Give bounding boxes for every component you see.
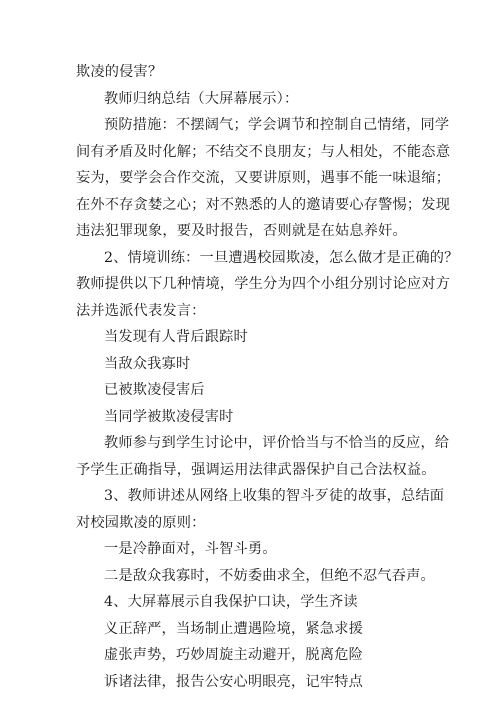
rhyme-line-2: 虚张声势，巧妙周旋主动避开，脱离危险 xyxy=(104,647,363,663)
text-line-8: 2、情境训练：一旦遭遇校园欺凌，怎么做才是正确的？ xyxy=(104,249,459,266)
text-line-10: 法并选派代表发言： xyxy=(76,302,206,319)
text-line-9: 教师提供以下几种情境，学生分为四个小组分别讨论应对方 xyxy=(76,276,451,292)
text-line-2: 教师归纳总结（大屏幕展示）： xyxy=(104,90,299,107)
text-line-16: 予学生正确指导，强调运用法律武器保护自己合法权益。 xyxy=(76,461,436,478)
principle-item-2: 二是敌众我寡时，不妨委曲求全，但绝不忍气吞声。 xyxy=(104,567,435,584)
text-line-6: 在外不存贪婪之心；对不熟悉的人的邀请要心存警惕；发现 xyxy=(76,196,451,213)
rhyme-line-1: 义正辞严，当场制止遭遇险境，紧急求援 xyxy=(104,620,363,637)
text-line-17: 3、教师讲述从网络上收集的智斗歹徒的故事，总结面 xyxy=(104,488,445,504)
text-line-15: 教师参与到学生讨论中，评价恰当与不恰当的反应，给 xyxy=(104,435,450,451)
rhyme-line-3: 诉诸法律，报告公安心明眼亮，记牢特点 xyxy=(104,673,363,690)
text-line-4: 间有矛盾及时化解；不结交不良朋友；与人相处，不能态意 xyxy=(76,143,451,160)
text-line-18: 对校园欺凌的原则： xyxy=(76,514,206,531)
text-line-3: 预防措施：不摆阔气；学会调节和控制自己情绪，同学 xyxy=(104,117,450,133)
scenario-item-1: 当发现有人背后跟踪时 xyxy=(104,329,248,345)
text-line-1: 欺凌的侵害？ xyxy=(76,64,163,80)
scenario-item-2: 当敌众我寡时 xyxy=(104,355,191,372)
scenario-item-3: 已被欺凌侵害后 xyxy=(104,382,205,398)
text-line-7: 违法犯罪现象，要及时报告，否则就是在姑息养奸。 xyxy=(76,223,407,239)
text-line-21: 4、大屏幕展示自我保护口诀，学生齐读 xyxy=(104,594,358,610)
scenario-item-4: 当同学被欺凌侵害时 xyxy=(104,408,234,425)
text-line-5: 妄为，要学会合作交流，又要讲原则，遇事不能一味退缩； xyxy=(76,170,451,186)
principle-item-1: 一是冷静面对，斗智斗勇。 xyxy=(104,541,277,557)
